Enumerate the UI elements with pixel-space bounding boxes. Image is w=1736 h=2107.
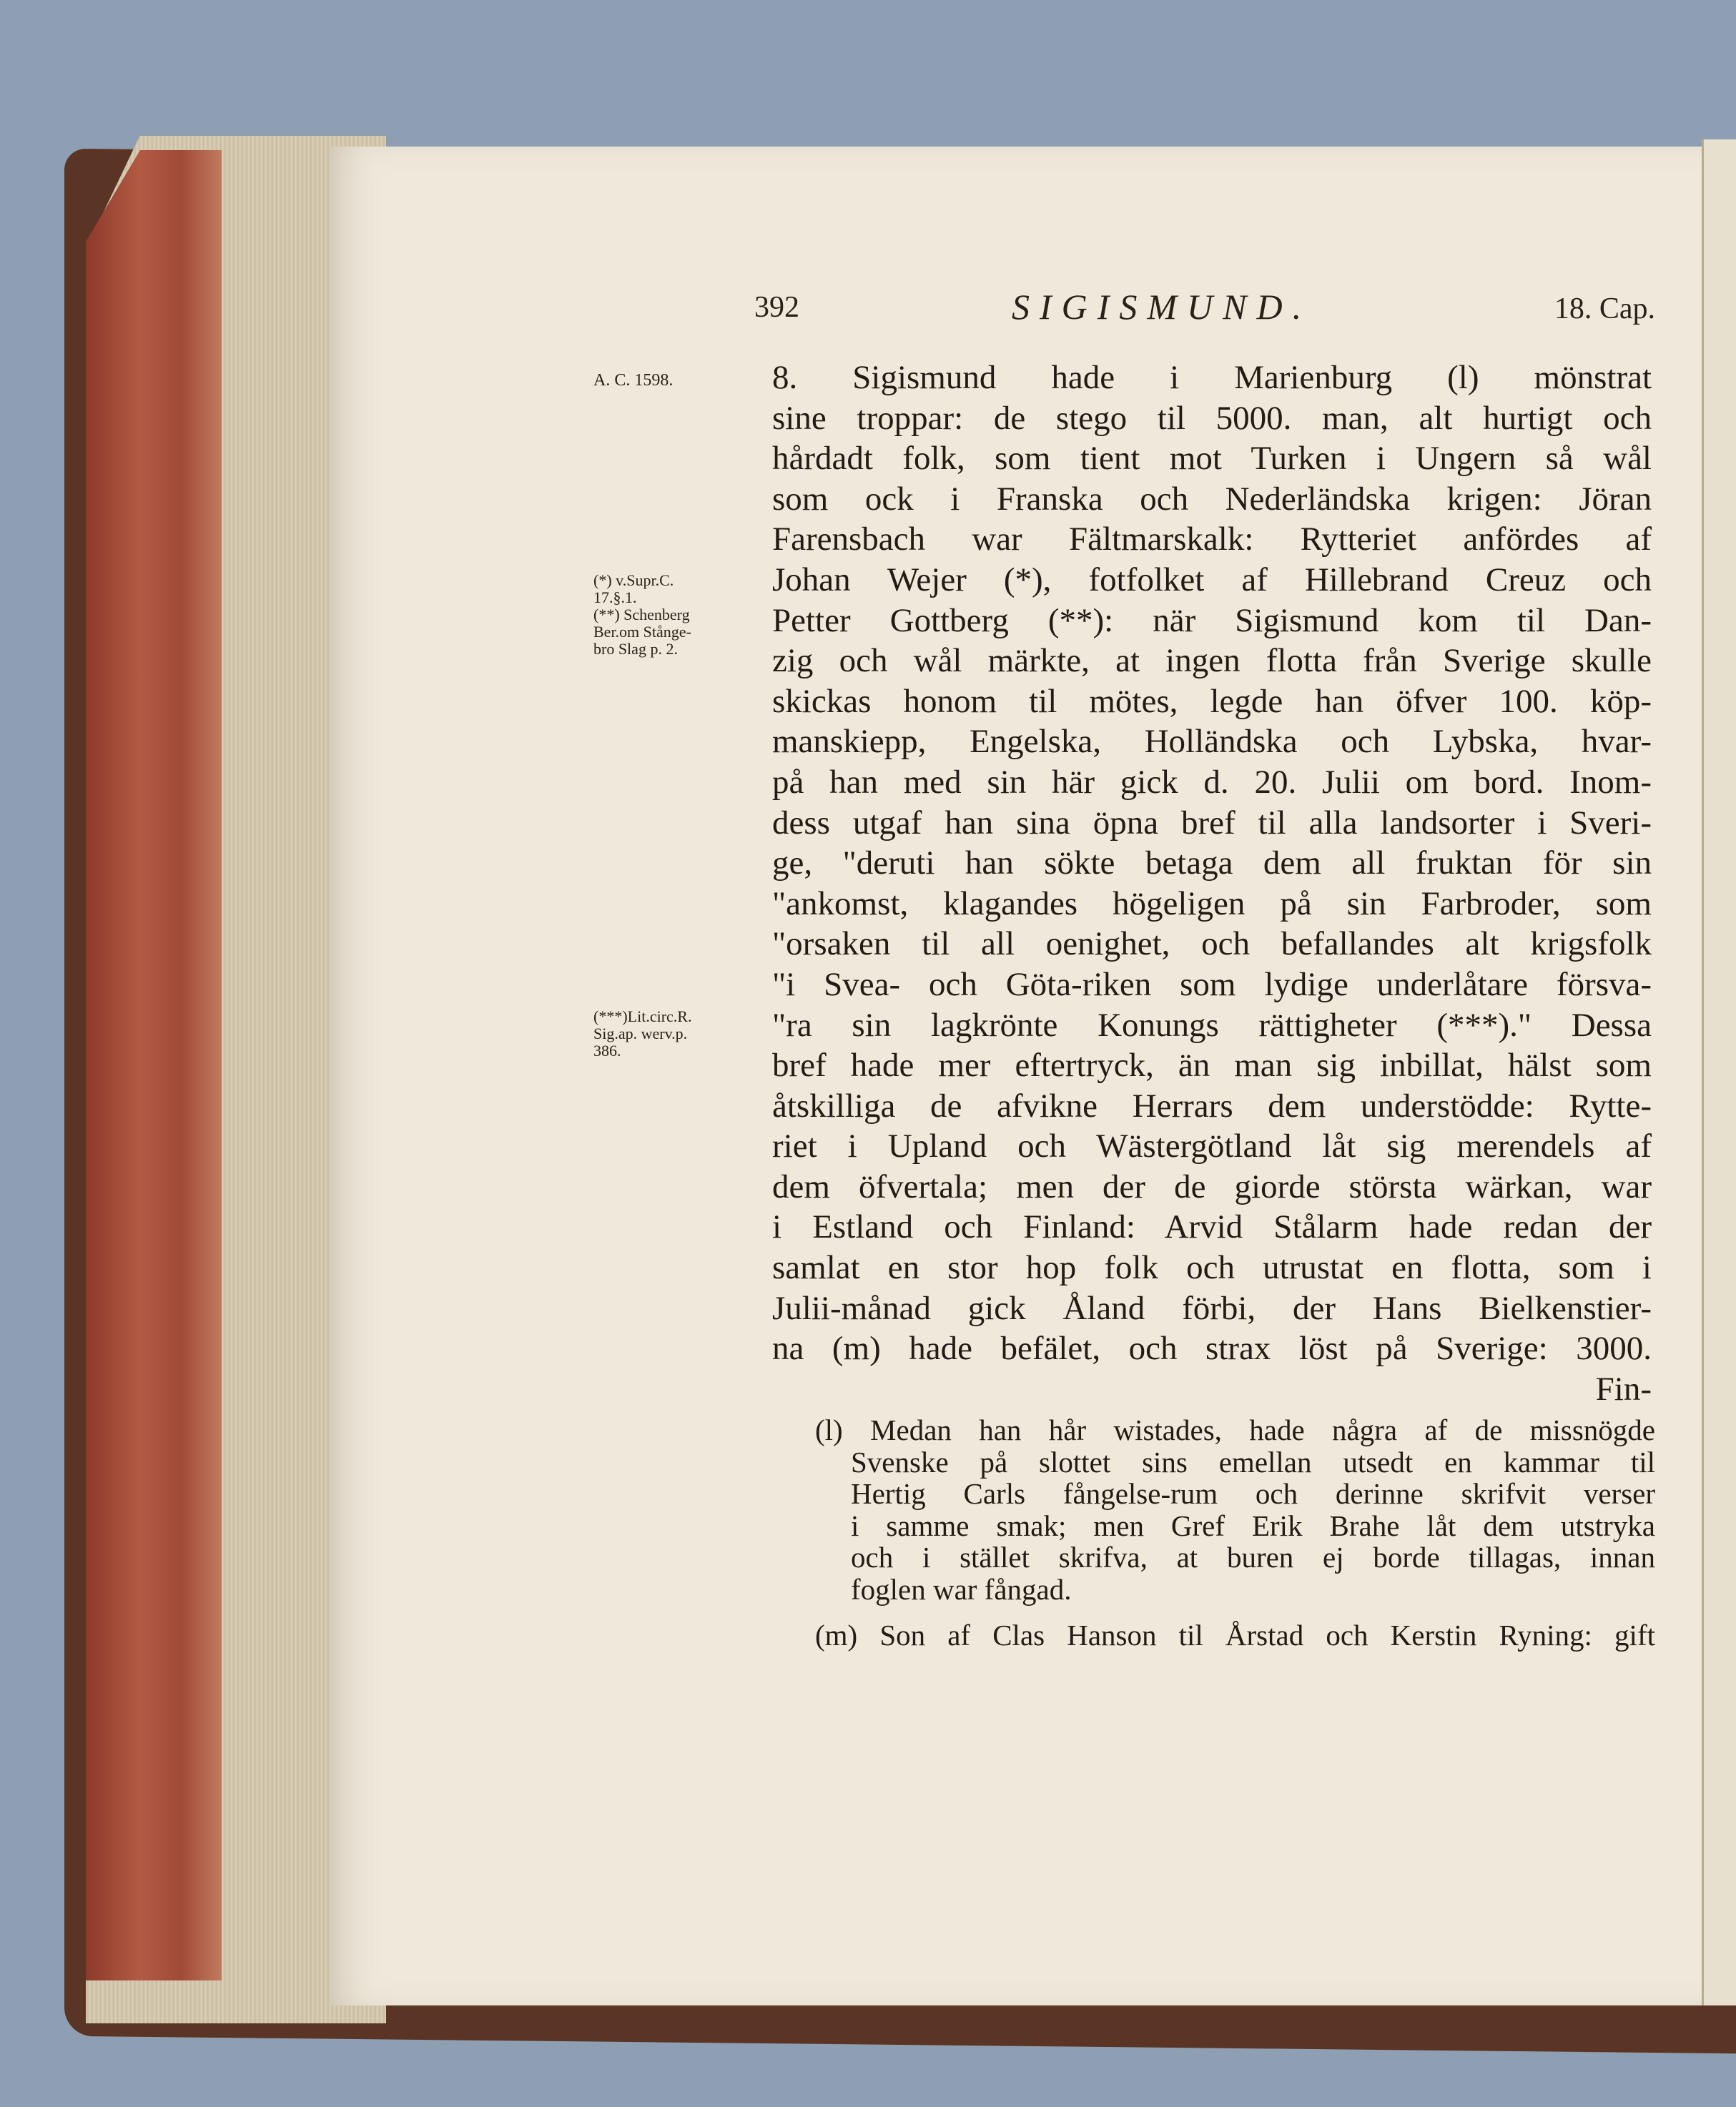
text-line: åtskilliga de afvikne Herrars dem understödde: Rytte-	[772, 1087, 1652, 1125]
main-text	[772, 357, 1652, 1409]
text-line: dess utgaf han sina öpna bref til alla landsorter i Sveri-	[772, 804, 1652, 842]
text-line: skickas honom til mötes, legde han öfver 100. köp-	[772, 682, 1652, 720]
text-line: i Estland och Finland: Arvid Stålarm hade redan der	[772, 1208, 1652, 1246]
text-line: sine troppar: de stego til 5000. man, alt hurtigt och	[772, 399, 1652, 437]
text-line: riet i Upland och Wästergötland låt sig merendels af	[772, 1127, 1652, 1165]
margin-note-year: A. C. 1598.	[593, 371, 674, 390]
margin-note-sources: (*) v.Supr.C. 17.§.1. (**) Schenberg Ber.om Stånge- bro Slag p. 2.	[593, 571, 691, 658]
text-line: Farensbach war Fältmarskalk: Rytteriet anfördes af	[772, 520, 1652, 558]
text-line: ge, "deruti han sökte betaga dem all fruktan för sin	[772, 844, 1652, 882]
footnote-gap	[815, 1605, 1655, 1619]
text-line: "ra sin lagkrönte Konungs rättigheter (***)." Dessa	[772, 1006, 1652, 1044]
text-line: som ock i Franska och Nederländska krigen: Jöran	[772, 480, 1652, 518]
footnote-l-line: Hertig Carls fångelse-rum och derinne skrifvit verser	[851, 1477, 1655, 1510]
running-head	[754, 286, 1655, 329]
margin-note-letter: (***)Lit.circ.R. Sig.ap. werv.p. 386.	[593, 1007, 692, 1060]
text-line: "orsaken til all oenighet, och befallandes alt krigsfolk	[772, 925, 1652, 963]
footnote-l-line: foglen war fångad.	[851, 1572, 1072, 1606]
footnotes	[815, 1414, 1655, 1652]
text-line: samlat en stor hop folk och utrustat en flotta, som i	[772, 1249, 1652, 1287]
footnote-l-line: Svenske på slottet sins emellan utsedt en kammar til	[851, 1445, 1655, 1479]
footnote-m-line: (m) Son af Clas Hanson til Årstad och Kerstin Ryning: gift	[815, 1619, 1655, 1652]
text-line: bref hade mer eftertryck, än man sig inbillat, hälst som	[772, 1047, 1652, 1085]
text-line: zig och wål märkte, at ingen flotta från Sverige skulle	[772, 642, 1652, 680]
text-line: Petter Gottberg (**): när Sigismund kom til Dan-	[772, 601, 1652, 639]
chapter-label: 18. Cap.	[1554, 292, 1655, 325]
text-line: på han med sin här gick d. 20. Julii om bord. Inom-	[772, 763, 1652, 801]
page-number: 392	[754, 291, 799, 324]
text-line: "ankomst, klagandes högeligen på sin Farbroder, som	[772, 884, 1652, 922]
text-line: 8. Sigismund hade i Marienburg (l) mönstrat	[772, 359, 1652, 396]
catchword: Fin-	[1595, 1370, 1652, 1408]
text-line: Julii-månad gick Åland förbi, der Hans Bielkenstier-	[772, 1289, 1652, 1327]
text-line: dem öfvertala; men der de giorde största wärkan, war	[772, 1168, 1652, 1205]
footnote-l-line: i samme smak; men Gref Erik Brahe låt dem utstryka	[851, 1509, 1655, 1542]
text-line: Johan Wejer (*), fotfolket af Hillebrand Creuz och	[772, 561, 1652, 598]
red-page-edge	[86, 150, 222, 1980]
footnote-l-line: och i stället skrifva, at buren ej borde tillagas, innan	[851, 1541, 1655, 1574]
footnote-l-line: (l) Medan han hår wistades, hade några af de missnögde	[815, 1413, 1655, 1446]
running-title: SIGISMUND.	[1012, 287, 1312, 327]
text-line: "i Svea- och Göta-riken som lydige underlåtare försva-	[772, 965, 1652, 1003]
text-line: manskiepp, Engelska, Holländska och Lybska, hvar-	[772, 723, 1652, 761]
text-line: hårdadt folk, som tient mot Turken i Ungern så wål	[772, 440, 1652, 478]
facing-page-edge	[1702, 139, 1736, 2005]
text-line: na (m) hade befälet, och strax löst på Sverige: 3000.	[772, 1330, 1652, 1368]
